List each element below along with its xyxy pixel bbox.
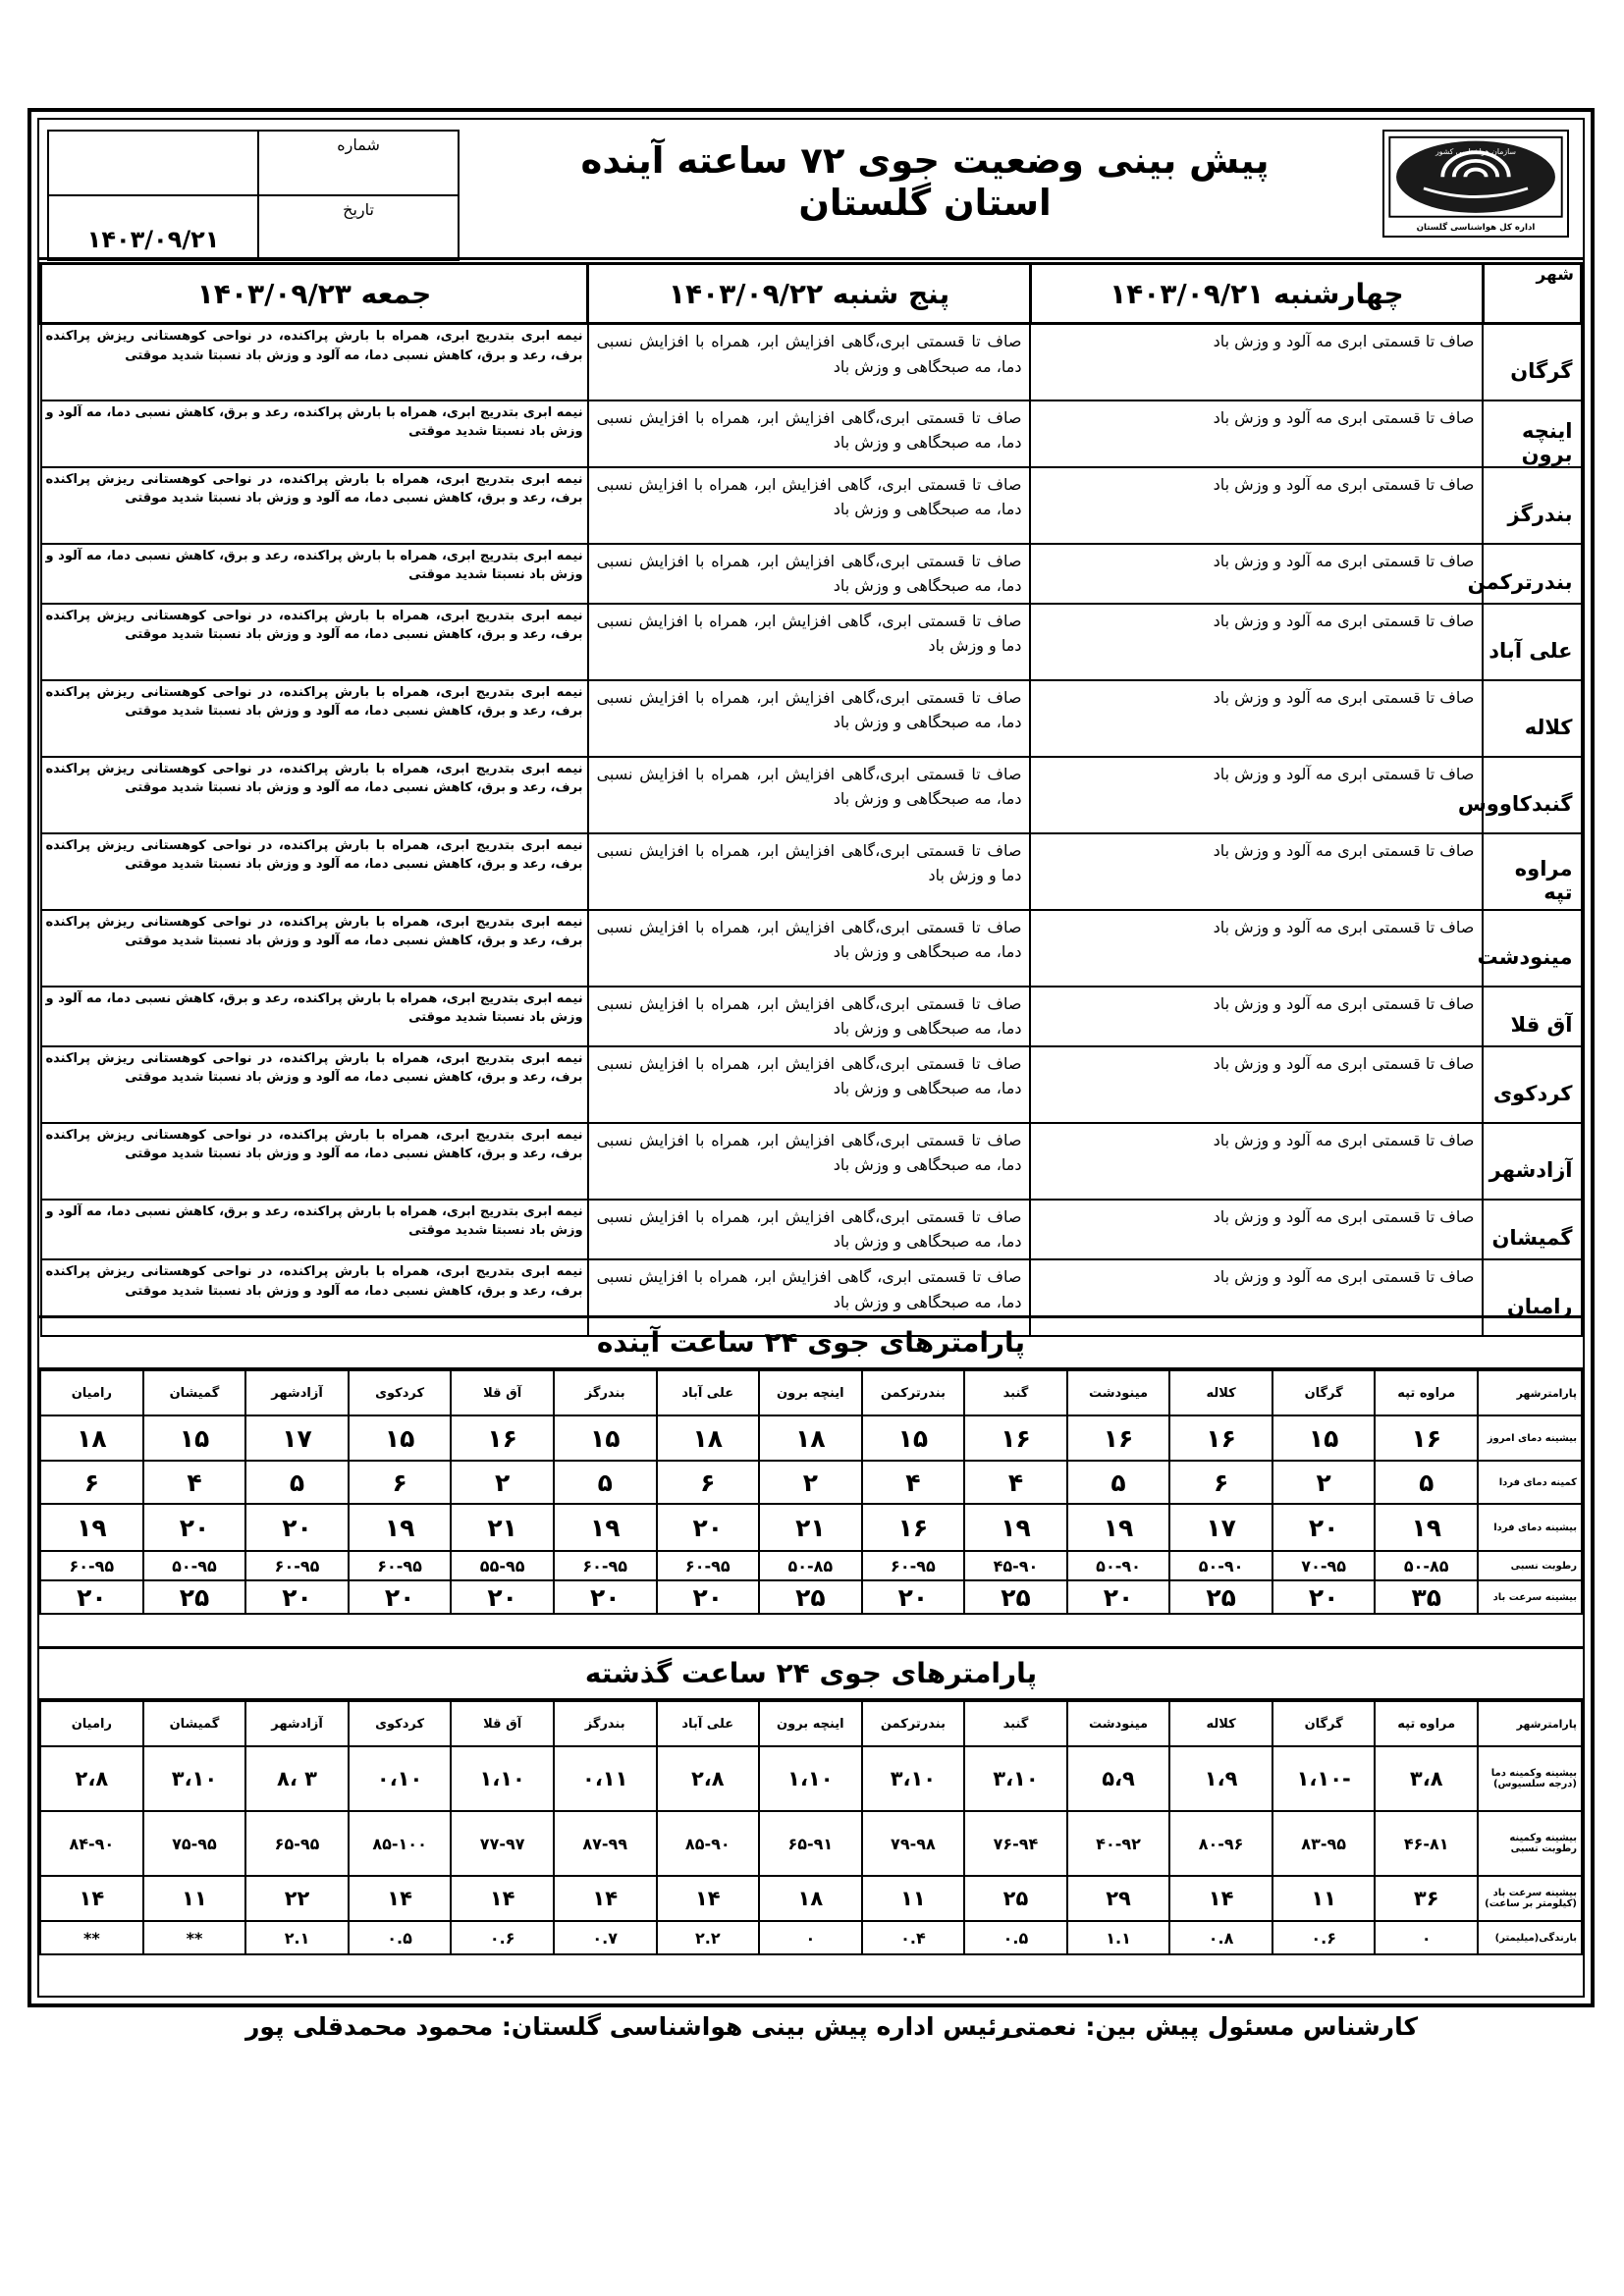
params-row — [40, 1746, 1582, 1811]
params-value-cell: ۱۷ — [245, 1415, 349, 1461]
params-value-cell: ۱۹ — [40, 1504, 143, 1551]
day3-forecast: نیمه ابری بتدریج ابری، همراه با بارش پراکنده، رعد و برق، کاهش نسبی دما، مه آلود و وزش باد نسبتا شدید موقتی — [41, 400, 588, 467]
day3-forecast: نیمه ابری بتدریج ابری، همراه با بارش پراکنده، رعد و برق، کاهش نسبی دما، مه آلود و وزش باد نسبتا شدید موقتی — [41, 544, 588, 604]
day1-forecast: صاف تا قسمتی ابری مه آلود و وزش باد — [1030, 680, 1483, 757]
params-value-cell: ۱۹ — [964, 1504, 1067, 1551]
params-value-cell: ۲۱ — [759, 1504, 862, 1551]
params-value-cell: ۱۶ — [1169, 1415, 1272, 1461]
params-row — [40, 1415, 1582, 1461]
day2-forecast: صاف تا قسمتی ابری،گاهی افزایش ابر، همراه با افزایش نسبی دما، مه صبحگاهی و وزش باد — [588, 910, 1031, 987]
day1-forecast: صاف تا قسمتی ابری مه آلود و وزش باد — [1030, 987, 1483, 1046]
params-value-cell: ۳،۱۰ — [964, 1746, 1067, 1811]
params-corner-label: پارامترشهر — [1478, 1701, 1582, 1746]
city-column-header: شهر — [1483, 264, 1581, 324]
params-value-cell: ۱،۹ — [1169, 1746, 1272, 1811]
day2-forecast: صاف تا قسمتی ابری،گاهی افزایش ابر، همراه با افزایش نسبی دما، مه صبحگاهی و وزش باد — [588, 680, 1031, 757]
sheet-header — [39, 120, 1583, 260]
params-city-header: بندرگز — [554, 1370, 657, 1415]
params-value-cell: ۱۴ — [349, 1876, 452, 1921]
params-value-cell: ۲۰ — [657, 1580, 760, 1614]
params-value-cell: ۲،۸ — [40, 1746, 143, 1811]
params-value-cell: ۳۶ — [1375, 1876, 1478, 1921]
params-city-header: گمیشان — [143, 1370, 246, 1415]
city-name: بندرترکمن — [1483, 544, 1581, 604]
params-value-cell: ۲۰ — [451, 1580, 554, 1614]
params-value-cell: ۱۶ — [1375, 1415, 1478, 1461]
params-city-header: بندرگز — [554, 1701, 657, 1746]
city-name: اینچه برون — [1483, 400, 1581, 467]
day2-forecast: صاف تا قسمتی ابری، گاهی افزایش ابر، همراه با افزایش نسبی دما، مه صبحگاهی و وزش باد — [588, 1259, 1031, 1336]
params-value-cell: ۱۸ — [40, 1415, 143, 1461]
params-value-cell: ۵ — [554, 1461, 657, 1504]
params-city-header: علی آباد — [657, 1701, 760, 1746]
params-value-cell: ۲۰ — [1272, 1580, 1376, 1614]
day1-forecast: صاف تا قسمتی ابری مه آلود و وزش باد — [1030, 910, 1483, 987]
params-value-cell: ۱۴ — [657, 1876, 760, 1921]
params-value-cell: ۵،۹ — [1067, 1746, 1170, 1811]
params-value-cell: ۶۰-۹۵ — [245, 1551, 349, 1580]
forecast-sheet — [27, 108, 1595, 2007]
params-value-cell: ۷۰-۹۵ — [1272, 1551, 1376, 1580]
params-row-label: رطوبت نسبی — [1478, 1551, 1582, 1580]
number-label: شماره — [258, 131, 459, 195]
params-row-label: بیشینه وکمینه دما (درجه سلسیوس) — [1478, 1746, 1582, 1811]
params-value-cell: ۷۵-۹۵ — [143, 1811, 246, 1876]
signature-footer — [0, 2012, 1624, 2061]
params-value-cell: ۲۲ — [245, 1876, 349, 1921]
day3-forecast: نیمه ابری بتدریج ابری، همراه با بارش پراکنده، در نواحی کوهستانی ریزش پراکنده برف، رعد و برق، کاهش نسبی دما، مه آلود و وزش باد نسبتا شدید موقتی — [41, 833, 588, 910]
params-value-cell: ۰.۶ — [451, 1921, 554, 1954]
params-value-cell: ۲۵ — [964, 1876, 1067, 1921]
day2-forecast: صاف تا قسمتی ابری،گاهی افزایش ابر، همراه با افزایش نسبی دما، مه صبحگاهی و وزش باد — [588, 544, 1031, 604]
params-value-cell: ۴۶-۸۱ — [1375, 1811, 1478, 1876]
day2-forecast: صاف تا قسمتی ابری،گاهی افزایش ابر، همراه با افزایش نسبی دما، مه صبحگاهی و وزش باد — [588, 757, 1031, 833]
params-value-cell: ۲۵ — [1169, 1580, 1272, 1614]
params-value-cell: ۱۶ — [1067, 1415, 1170, 1461]
params-city-header: مینودشت — [1067, 1370, 1170, 1415]
number-value — [48, 131, 258, 195]
forecast-row — [41, 680, 1582, 757]
params-value-cell: ۲،۸ — [657, 1746, 760, 1811]
day3-forecast: نیمه ابری بتدریج ابری، همراه با بارش پراکنده، در نواحی کوهستانی ریزش پراکنده برف، رعد و برق، کاهش نسبی دما، مه آلود و وزش باد نسبتا شدید موقتی — [41, 1259, 588, 1336]
params-value-cell: ۱۵ — [862, 1415, 965, 1461]
params-value-cell: ۰.۶ — [1272, 1921, 1376, 1954]
params-value-cell: ** — [143, 1921, 246, 1954]
day1-forecast: صاف تا قسمتی ابری مه آلود و وزش باد — [1030, 1123, 1483, 1200]
params-row-label: بیشینه دمای فردا — [1478, 1504, 1582, 1551]
params-next-table — [39, 1369, 1583, 1615]
params-value-cell: ۵۰-۹۰ — [1067, 1551, 1170, 1580]
params-city-header: آزادشهر — [245, 1701, 349, 1746]
params-city-header: مینودشت — [1067, 1701, 1170, 1746]
params-value-cell: ۶۰-۹۵ — [657, 1551, 760, 1580]
params-value-cell: ۷۷-۹۷ — [451, 1811, 554, 1876]
params-row-label: بیشینه وکمینه رطوبت نسبی — [1478, 1811, 1582, 1876]
params-value-cell: ۰.۴ — [862, 1921, 965, 1954]
params-value-cell: ۱۴ — [1169, 1876, 1272, 1921]
city-name: آزادشهر — [1483, 1123, 1581, 1200]
params-value-cell: ۶۰-۹۵ — [349, 1551, 452, 1580]
day3-forecast: نیمه ابری بتدریج ابری، همراه با بارش پراکنده، در نواحی کوهستانی ریزش پراکنده برف، رعد و برق، کاهش نسبی دما، مه آلود و وزش باد نسبتا شدید موقتی — [41, 757, 588, 833]
params-value-cell: ۰.۵ — [964, 1921, 1067, 1954]
document-meta-table — [47, 130, 460, 261]
forecast-row — [41, 467, 1582, 544]
day1-forecast: صاف تا قسمتی ابری مه آلود و وزش باد — [1030, 467, 1483, 544]
params-city-header: آزادشهر — [245, 1370, 349, 1415]
forecast-row — [41, 1046, 1582, 1123]
params-value-cell: ۲۰ — [40, 1580, 143, 1614]
city-name: گمیشان — [1483, 1200, 1581, 1259]
city-name: کردکوی — [1483, 1046, 1581, 1123]
params-value-cell: ۸۰-۹۶ — [1169, 1811, 1272, 1876]
forecast-row — [41, 604, 1582, 680]
forecast-row — [41, 757, 1582, 833]
params-row — [40, 1876, 1582, 1921]
params-past-24h — [39, 1646, 1583, 1955]
params-value-cell: ۷۶-۹۴ — [964, 1811, 1067, 1876]
params-value-cell: ۰ — [759, 1921, 862, 1954]
params-value-cell: ۶ — [40, 1461, 143, 1504]
params-value-cell: ۲ — [1272, 1461, 1376, 1504]
svg-text:سازمان هواشناسی کشور: سازمان هواشناسی کشور — [1435, 147, 1516, 157]
params-value-cell: ۵۰-۸۵ — [759, 1551, 862, 1580]
params-value-cell: ۱۴ — [451, 1876, 554, 1921]
params-value-cell: ۲۹ — [1067, 1876, 1170, 1921]
params-value-cell: ۴ — [862, 1461, 965, 1504]
params-value-cell: ۱۹ — [1067, 1504, 1170, 1551]
params-city-header: گمیشان — [143, 1701, 246, 1746]
params-city-header: گرگان — [1272, 1701, 1376, 1746]
forecast-row — [41, 324, 1582, 400]
params-value-cell: ۱۸ — [657, 1415, 760, 1461]
forecast-row — [41, 1123, 1582, 1200]
params-value-cell: ۱۶ — [451, 1415, 554, 1461]
sheet-inner-border — [37, 118, 1585, 1998]
params-value-cell: ۲۰ — [349, 1580, 452, 1614]
logo-emblem-icon — [1384, 132, 1567, 236]
forecast-row — [41, 910, 1582, 987]
day2-forecast: صاف تا قسمتی ابری،گاهی افزایش ابر، همراه با افزایش نسبی دما، مه صبحگاهی و وزش باد — [588, 1123, 1031, 1200]
day3-forecast: نیمه ابری بتدریج ابری، همراه با بارش پراکنده، در نواحی کوهستانی ریزش پراکنده برف، رعد و برق، کاهش نسبی دما، مه آلود و وزش باد نسبتا شدید موقتی — [41, 910, 588, 987]
params-city-header: آق قلا — [451, 1370, 554, 1415]
day2-forecast: صاف تا قسمتی ابری،گاهی افزایش ابر، همراه با افزایش نسبی دما، مه صبحگاهی و وزش باد — [588, 987, 1031, 1046]
params-city-header: رامیان — [40, 1370, 143, 1415]
params-value-cell: ۱۴ — [554, 1876, 657, 1921]
city-name: آق قلا — [1483, 987, 1581, 1046]
day2-forecast: صاف تا قسمتی ابری،گاهی افزایش ابر، همراه با افزایش نسبی دما، مه صبحگاهی و وزش باد — [588, 324, 1031, 400]
day3-forecast: نیمه ابری بتدریج ابری، همراه با بارش پراکنده، رعد و برق، کاهش نسبی دما، مه آلود و وزش باد نسبتا شدید موقتی — [41, 1200, 588, 1259]
params-city-header: اینچه برون — [759, 1370, 862, 1415]
params-row-label: کمینه دمای فردا — [1478, 1461, 1582, 1504]
params-city-header: علی آباد — [657, 1370, 760, 1415]
params-value-cell: ۱۵ — [1272, 1415, 1376, 1461]
params-value-cell: ۶۵-۹۵ — [245, 1811, 349, 1876]
params-value-cell: ۱۴ — [40, 1876, 143, 1921]
params-value-cell: ۲۵ — [143, 1580, 246, 1614]
city-name: مینودشت — [1483, 910, 1581, 987]
params-value-cell: ۰.۵ — [349, 1921, 452, 1954]
params-value-cell: ۱۸ — [759, 1876, 862, 1921]
params-value-cell: ۲۰ — [245, 1580, 349, 1614]
params-row-label: بیشینه سرعت باد — [1478, 1580, 1582, 1614]
day2-header: پنج شنبه ۱۴۰۳/۰۹/۲۲ — [588, 264, 1031, 324]
day1-forecast: صاف تا قسمتی ابری مه آلود و وزش باد — [1030, 1259, 1483, 1336]
day1-forecast: صاف تا قسمتی ابری مه آلود و وزش باد — [1030, 757, 1483, 833]
forecast-row — [41, 544, 1582, 604]
params-city-header: کلاله — [1169, 1701, 1272, 1746]
params-value-cell: ۲۵ — [759, 1580, 862, 1614]
params-value-cell: ۴۵-۹۰ — [964, 1551, 1067, 1580]
params-value-cell: ۱۵ — [554, 1415, 657, 1461]
params-past-title: پارامترهای جوی ۲۴ ساعت گذشته — [39, 1646, 1583, 1700]
params-value-cell: ۱۹ — [554, 1504, 657, 1551]
params-row — [40, 1811, 1582, 1876]
params-value-cell: ۸۷-۹۹ — [554, 1811, 657, 1876]
params-header-row — [40, 1370, 1582, 1415]
params-value-cell: ۶۰-۹۵ — [40, 1551, 143, 1580]
forecast-72h-table — [39, 262, 1583, 1337]
params-value-cell: ۴ — [964, 1461, 1067, 1504]
date-value: ۱۴۰۳/۰۹/۲۱ — [48, 195, 258, 260]
params-value-cell: ۲ — [451, 1461, 554, 1504]
forecast-row — [41, 987, 1582, 1046]
day1-forecast: صاف تا قسمتی ابری مه آلود و وزش باد — [1030, 833, 1483, 910]
city-name: بندرگز — [1483, 467, 1581, 544]
params-value-cell: ۱۹ — [1375, 1504, 1478, 1551]
city-name: گرگان — [1483, 324, 1581, 400]
params-value-cell: ۰.۸ — [1169, 1921, 1272, 1954]
params-city-header: اینچه برون — [759, 1701, 862, 1746]
page-title: پیش بینی وضعیت جوی ۷۲ ساعته آینده استان گلستان — [580, 139, 1270, 224]
params-value-cell: ۶ — [1169, 1461, 1272, 1504]
params-value-cell: ۱۶ — [862, 1504, 965, 1551]
params-value-cell: ۳،۱۰ — [862, 1746, 965, 1811]
params-value-cell: ** — [40, 1921, 143, 1954]
params-value-cell: ۶ — [349, 1461, 452, 1504]
params-city-header: مراوه تپه — [1375, 1701, 1478, 1746]
params-value-cell: ۱۸ — [759, 1415, 862, 1461]
params-row — [40, 1921, 1582, 1954]
day2-forecast: صاف تا قسمتی ابری،گاهی افزایش ابر، همراه با افزایش نسبی دما و وزش باد — [588, 833, 1031, 910]
params-value-cell: ۲۰ — [143, 1504, 246, 1551]
day2-forecast: صاف تا قسمتی ابری، گاهی افزایش ابر، همراه با افزایش نسبی دما و وزش باد — [588, 604, 1031, 680]
params-value-cell: ۱،۱۰ — [759, 1746, 862, 1811]
params-value-cell: ۱۱ — [1272, 1876, 1376, 1921]
params-row-label: بیشینه دمای امروز — [1478, 1415, 1582, 1461]
params-city-header: گنبد — [964, 1370, 1067, 1415]
params-value-cell: ۸۵-۱۰۰ — [349, 1811, 452, 1876]
params-value-cell: ۳۵ — [1375, 1580, 1478, 1614]
params-city-header: کلاله — [1169, 1370, 1272, 1415]
params-value-cell: ۱۵ — [349, 1415, 452, 1461]
params-value-cell: ۰،۱۰ — [349, 1746, 452, 1811]
day2-forecast: صاف تا قسمتی ابری،گاهی افزایش ابر، همراه با افزایش نسبی دما، مه صبحگاهی و وزش باد — [588, 1200, 1031, 1259]
day1-forecast: صاف تا قسمتی ابری مه آلود و وزش باد — [1030, 324, 1483, 400]
params-value-cell: ۱۱ — [862, 1876, 965, 1921]
params-corner-label: پارامترشهر — [1478, 1370, 1582, 1415]
params-value-cell: ۶۰-۹۵ — [862, 1551, 965, 1580]
params-value-cell: ۲۱ — [451, 1504, 554, 1551]
params-value-cell: ۷۹-۹۸ — [862, 1811, 965, 1876]
params-value-cell: ۶ — [657, 1461, 760, 1504]
params-value-cell: ۲۰ — [554, 1580, 657, 1614]
city-name: گنبدکاووس — [1483, 757, 1581, 833]
params-city-header: گرگان — [1272, 1370, 1376, 1415]
day1-forecast: صاف تا قسمتی ابری مه آلود و وزش باد — [1030, 400, 1483, 467]
day1-forecast: صاف تا قسمتی ابری مه آلود و وزش باد — [1030, 604, 1483, 680]
params-value-cell: ۵۰-۸۵ — [1375, 1551, 1478, 1580]
params-value-cell: ۱۷ — [1169, 1504, 1272, 1551]
forecaster-name: کارشناس مسئول پیش بین: نعمتی — [1001, 2012, 1418, 2041]
params-city-header: آق قلا — [451, 1701, 554, 1746]
params-header-row — [40, 1701, 1582, 1746]
params-value-cell: ۱،۱۰ — [451, 1746, 554, 1811]
params-value-cell: ۱۹ — [349, 1504, 452, 1551]
params-value-cell: ۵۰-۹۰ — [1169, 1551, 1272, 1580]
params-row — [40, 1504, 1582, 1551]
city-name: مراوه تپه — [1483, 833, 1581, 910]
params-city-header: مراوه تپه — [1375, 1370, 1478, 1415]
params-value-cell: ۳،۸ — [1375, 1746, 1478, 1811]
params-row — [40, 1461, 1582, 1504]
params-value-cell: ۱۱ — [143, 1876, 246, 1921]
params-next-title: پارامترهای جوی ۲۴ ساعت آینده — [39, 1315, 1583, 1369]
params-value-cell: ۶۵-۹۱ — [759, 1811, 862, 1876]
svg-text:اداره کل هواشناسی گلستان: اداره کل هواشناسی گلستان — [1416, 223, 1536, 234]
params-value-cell: ۲۵ — [964, 1580, 1067, 1614]
params-value-cell: ۲۰ — [1067, 1580, 1170, 1614]
params-value-cell: -۱،۱۰ — [1272, 1746, 1376, 1811]
params-city-header: رامیان — [40, 1701, 143, 1746]
day2-forecast: صاف تا قسمتی ابری، گاهی افزایش ابر، همراه با افزایش نسبی دما، مه صبحگاهی و وزش باد — [588, 467, 1031, 544]
forecast-row — [41, 833, 1582, 910]
day2-forecast: صاف تا قسمتی ابری،گاهی افزایش ابر، همراه با افزایش نسبی دما، مه صبحگاهی و وزش باد — [588, 400, 1031, 467]
day2-forecast: صاف تا قسمتی ابری،گاهی افزایش ابر، همراه با افزایش نسبی دما، مه صبحگاهی و وزش باد — [588, 1046, 1031, 1123]
forecast-row — [41, 1200, 1582, 1259]
params-value-cell: ۵۰-۹۵ — [143, 1551, 246, 1580]
params-value-cell: ۱۵ — [143, 1415, 246, 1461]
params-value-cell: ۸۴-۹۰ — [40, 1811, 143, 1876]
day3-forecast: نیمه ابری بتدریج ابری، همراه با بارش پراکنده، در نواحی کوهستانی ریزش پراکنده برف، رعد و برق، کاهش نسبی دما، مه آلود و وزش باد نسبتا شدید موقتی — [41, 680, 588, 757]
params-value-cell: ۲.۱ — [245, 1921, 349, 1954]
params-city-header: کردکوی — [349, 1701, 452, 1746]
params-value-cell: ۰.۷ — [554, 1921, 657, 1954]
params-value-cell: ۲.۲ — [657, 1921, 760, 1954]
params-row — [40, 1580, 1582, 1614]
day3-forecast: نیمه ابری بتدریج ابری، همراه با بارش پراکنده، رعد و برق، کاهش نسبی دما، مه آلود و وزش باد نسبتا شدید موقتی — [41, 987, 588, 1046]
meteorological-organization-logo — [1382, 130, 1569, 238]
day3-forecast: نیمه ابری بتدریج ابری، همراه با بارش پراکنده، در نواحی کوهستانی ریزش پراکنده برف، رعد و برق، کاهش نسبی دما، مه آلود و وزش باد نسبتا شدید موقتی — [41, 467, 588, 544]
day3-forecast: نیمه ابری بتدریج ابری، همراه با بارش پراکنده، در نواحی کوهستانی ریزش پراکنده برف، رعد و برق، کاهش نسبی دما، مه آلود و وزش باد نسبتا شدید موقتی — [41, 1123, 588, 1200]
params-value-cell: ۲۰ — [1272, 1504, 1376, 1551]
params-value-cell: ۴ — [143, 1461, 246, 1504]
day3-forecast: نیمه ابری بتدریج ابری، همراه با بارش پراکنده، در نواحی کوهستانی ریزش پراکنده برف، رعد و برق، کاهش نسبی دما، مه آلود و وزش باد نسبتا شدید موقتی — [41, 1046, 588, 1123]
params-value-cell: ۱۶ — [964, 1415, 1067, 1461]
params-value-cell: ۸۵-۹۰ — [657, 1811, 760, 1876]
params-value-cell: ۳،۱۰ — [143, 1746, 246, 1811]
day1-forecast: صاف تا قسمتی ابری مه آلود و وزش باد — [1030, 1046, 1483, 1123]
params-value-cell: ۱.۱ — [1067, 1921, 1170, 1954]
day3-forecast: نیمه ابری بتدریج ابری، همراه با بارش پراکنده، در نواحی کوهستانی ریزش پراکنده برف، رعد و برق، کاهش نسبی دما، مه آلود و وزش باد نسبتا شدید موقتی — [41, 324, 588, 400]
city-name: رامیان — [1483, 1259, 1581, 1336]
params-value-cell: ۴۰-۹۲ — [1067, 1811, 1170, 1876]
city-name: کلاله — [1483, 680, 1581, 757]
date-label: تاریخ — [258, 195, 459, 260]
params-value-cell: ۲۰ — [657, 1504, 760, 1551]
params-value-cell: ۲۰ — [245, 1504, 349, 1551]
params-row-label: بیشینه سرعت باد (کیلومتر بر ساعت) — [1478, 1876, 1582, 1921]
day1-header: چهارشنبه ۱۴۰۳/۰۹/۲۱ — [1030, 264, 1483, 324]
params-city-header: گنبد — [964, 1701, 1067, 1746]
city-name: علی آباد — [1483, 604, 1581, 680]
params-value-cell: ۶۰-۹۵ — [554, 1551, 657, 1580]
params-value-cell: ۵۵-۹۵ — [451, 1551, 554, 1580]
day1-forecast: صاف تا قسمتی ابری مه آلود و وزش باد — [1030, 544, 1483, 604]
params-value-cell: ۲۰ — [862, 1580, 965, 1614]
params-value-cell: ۰،۱۱ — [554, 1746, 657, 1811]
department-head-name: رئیس اداره پیش بینی هواشناسی گلستان: محمود محمدقلی پور — [245, 2012, 1011, 2041]
day3-header: جمعه ۱۴۰۳/۰۹/۲۳ — [41, 264, 588, 324]
params-past-table — [39, 1700, 1583, 1955]
params-row — [40, 1551, 1582, 1580]
forecast-row — [41, 400, 1582, 467]
params-value-cell: ۳ ،۸ — [245, 1746, 349, 1811]
params-value-cell: ۵ — [1375, 1461, 1478, 1504]
day3-forecast: نیمه ابری بتدریج ابری، همراه با بارش پراکنده، در نواحی کوهستانی ریزش پراکنده برف، رعد و برق، کاهش نسبی دما، مه آلود و وزش باد نسبتا شدید موقتی — [41, 604, 588, 680]
params-value-cell: ۵ — [245, 1461, 349, 1504]
params-value-cell: ۰ — [1375, 1921, 1478, 1954]
params-city-header: کردکوی — [349, 1370, 452, 1415]
params-next-24h — [39, 1315, 1583, 1615]
params-value-cell: ۵ — [1067, 1461, 1170, 1504]
params-value-cell: ۸۳-۹۵ — [1272, 1811, 1376, 1876]
params-value-cell: ۲ — [759, 1461, 862, 1504]
params-row-label: بارندگی(میلیمتر) — [1478, 1921, 1582, 1954]
day1-forecast: صاف تا قسمتی ابری مه آلود و وزش باد — [1030, 1200, 1483, 1259]
params-city-header: بندرترکمن — [862, 1701, 965, 1746]
params-city-header: بندرترکمن — [862, 1370, 965, 1415]
